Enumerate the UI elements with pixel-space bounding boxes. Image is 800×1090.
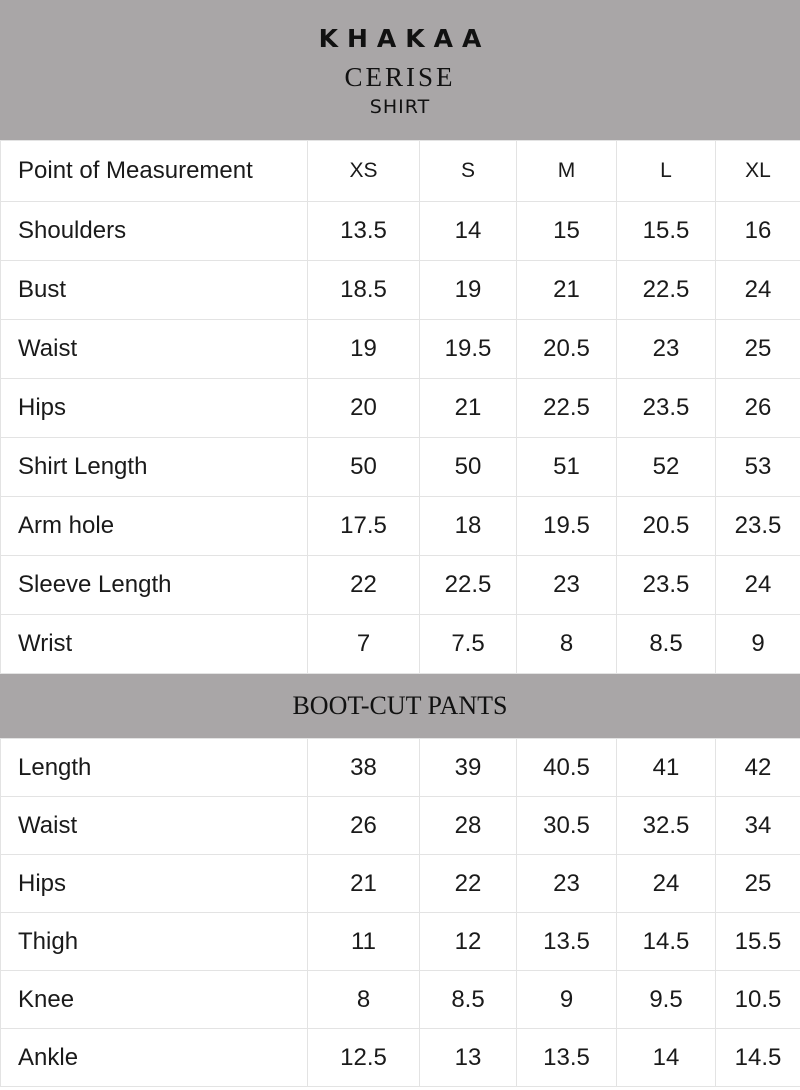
table-row: [1, 913, 800, 971]
measurement-value: 25: [716, 855, 800, 913]
measurement-value: 10.5: [716, 971, 800, 1029]
product-name: CERISE: [344, 62, 456, 92]
measurement-value: 15.5: [716, 913, 800, 971]
measurement-value: 19: [308, 320, 420, 379]
pants-size-table: [0, 738, 800, 1087]
measurement-value: 19.5: [517, 497, 617, 556]
garment-type: SHIRT: [369, 96, 431, 118]
measurement-label: Shoulders: [1, 202, 308, 261]
measurement-value: 21: [308, 855, 420, 913]
measurement-value: 16: [716, 202, 800, 261]
measurement-value: 24: [617, 855, 716, 913]
measurement-value: 28: [420, 797, 517, 855]
measurement-value: 22.5: [617, 261, 716, 320]
table-row: [1, 497, 800, 556]
measurement-value: 38: [308, 739, 420, 797]
measurement-value: 39: [420, 739, 517, 797]
measurement-value: 11: [308, 913, 420, 971]
pants-section-title: BOOT-CUT PANTS: [292, 691, 508, 720]
measurement-label: Waist: [1, 320, 308, 379]
measurement-label: Bust: [1, 261, 308, 320]
table-row: [1, 261, 800, 320]
measurement-value: 13.5: [308, 202, 420, 261]
measurement-value: 24: [716, 556, 800, 615]
measurement-value: 22: [420, 855, 517, 913]
measurement-value: 14: [617, 1029, 716, 1087]
table-row: [1, 615, 800, 674]
header-band: [0, 0, 800, 140]
table-row: [1, 1029, 800, 1087]
measurement-value: 8: [308, 971, 420, 1029]
measurement-label: Hips: [1, 379, 308, 438]
measurement-value: 50: [308, 438, 420, 497]
measurement-value: 8: [517, 615, 617, 674]
measurement-value: 34: [716, 797, 800, 855]
measurement-label: Length: [1, 739, 308, 797]
table-row: [1, 202, 800, 261]
measurement-value: 19.5: [420, 320, 517, 379]
measurement-value: 14.5: [617, 913, 716, 971]
measurement-value: 15.5: [617, 202, 716, 261]
table-header-row: [1, 141, 800, 202]
measurement-value: 24: [716, 261, 800, 320]
measurement-value: 14: [420, 202, 517, 261]
measurement-label: Waist: [1, 797, 308, 855]
measurement-label: Thigh: [1, 913, 308, 971]
table-row: [1, 739, 800, 797]
measurement-value: 52: [617, 438, 716, 497]
measurement-value: 25: [716, 320, 800, 379]
measurement-label: Knee: [1, 971, 308, 1029]
table-row: [1, 556, 800, 615]
table-row: [1, 320, 800, 379]
measurement-value: 7: [308, 615, 420, 674]
table-row: [1, 797, 800, 855]
measurement-value: 51: [517, 438, 617, 497]
measurement-value: 23: [517, 855, 617, 913]
measurement-value: 22: [308, 556, 420, 615]
measurement-value: 19: [420, 261, 517, 320]
measurement-value: 13.5: [517, 913, 617, 971]
measurement-value: 7.5: [420, 615, 517, 674]
measurement-label: Shirt Length: [1, 438, 308, 497]
measurement-value: 21: [420, 379, 517, 438]
measurement-label: Ankle: [1, 1029, 308, 1087]
measurement-value: 20: [308, 379, 420, 438]
size-header-xs: XS: [308, 141, 420, 202]
measurement-value: 23.5: [617, 556, 716, 615]
measurement-value: 26: [716, 379, 800, 438]
measurement-value: 23: [517, 556, 617, 615]
measurement-value: 22.5: [420, 556, 517, 615]
size-header-m: M: [517, 141, 617, 202]
size-header-s: S: [420, 141, 517, 202]
measurement-value: 9.5: [617, 971, 716, 1029]
measurement-label: Arm hole: [1, 497, 308, 556]
measurement-value: 9: [517, 971, 617, 1029]
measurement-value: 12: [420, 913, 517, 971]
measurement-value: 18.5: [308, 261, 420, 320]
pants-section-band: [0, 674, 800, 738]
table-row: [1, 971, 800, 1029]
measurement-value: 15: [517, 202, 617, 261]
measurement-value: 50: [420, 438, 517, 497]
measurement-value: 13.5: [517, 1029, 617, 1087]
measurement-value: 21: [517, 261, 617, 320]
shirt-size-table: [0, 140, 800, 674]
brand-logo-text: KHAKAA: [318, 24, 491, 53]
measurement-value: 32.5: [617, 797, 716, 855]
measurement-value: 40.5: [517, 739, 617, 797]
measurement-value: 20.5: [617, 497, 716, 556]
measurement-value: 53: [716, 438, 800, 497]
measurement-value: 23.5: [716, 497, 800, 556]
measurement-label: Sleeve Length: [1, 556, 308, 615]
measurement-value: 18: [420, 497, 517, 556]
measurement-value: 8.5: [617, 615, 716, 674]
measurement-value: 20.5: [517, 320, 617, 379]
table-row: [1, 855, 800, 913]
measurement-value: 9: [716, 615, 800, 674]
measurement-value: 41: [617, 739, 716, 797]
measurement-value: 22.5: [517, 379, 617, 438]
measurement-value: 42: [716, 739, 800, 797]
measurement-value: 23.5: [617, 379, 716, 438]
measurement-value: 30.5: [517, 797, 617, 855]
measurement-value: 13: [420, 1029, 517, 1087]
measurement-value: 26: [308, 797, 420, 855]
measurement-value: 12.5: [308, 1029, 420, 1087]
measurement-label: Wrist: [1, 615, 308, 674]
measurement-value: 23: [617, 320, 716, 379]
table-row: [1, 438, 800, 497]
measurement-value: 14.5: [716, 1029, 800, 1087]
size-header-xl: XL: [716, 141, 800, 202]
size-header-l: L: [617, 141, 716, 202]
measurement-column-header: Point of Measurement: [1, 141, 308, 202]
measurement-value: 17.5: [308, 497, 420, 556]
table-row: [1, 379, 800, 438]
measurement-value: 8.5: [420, 971, 517, 1029]
measurement-label: Hips: [1, 855, 308, 913]
